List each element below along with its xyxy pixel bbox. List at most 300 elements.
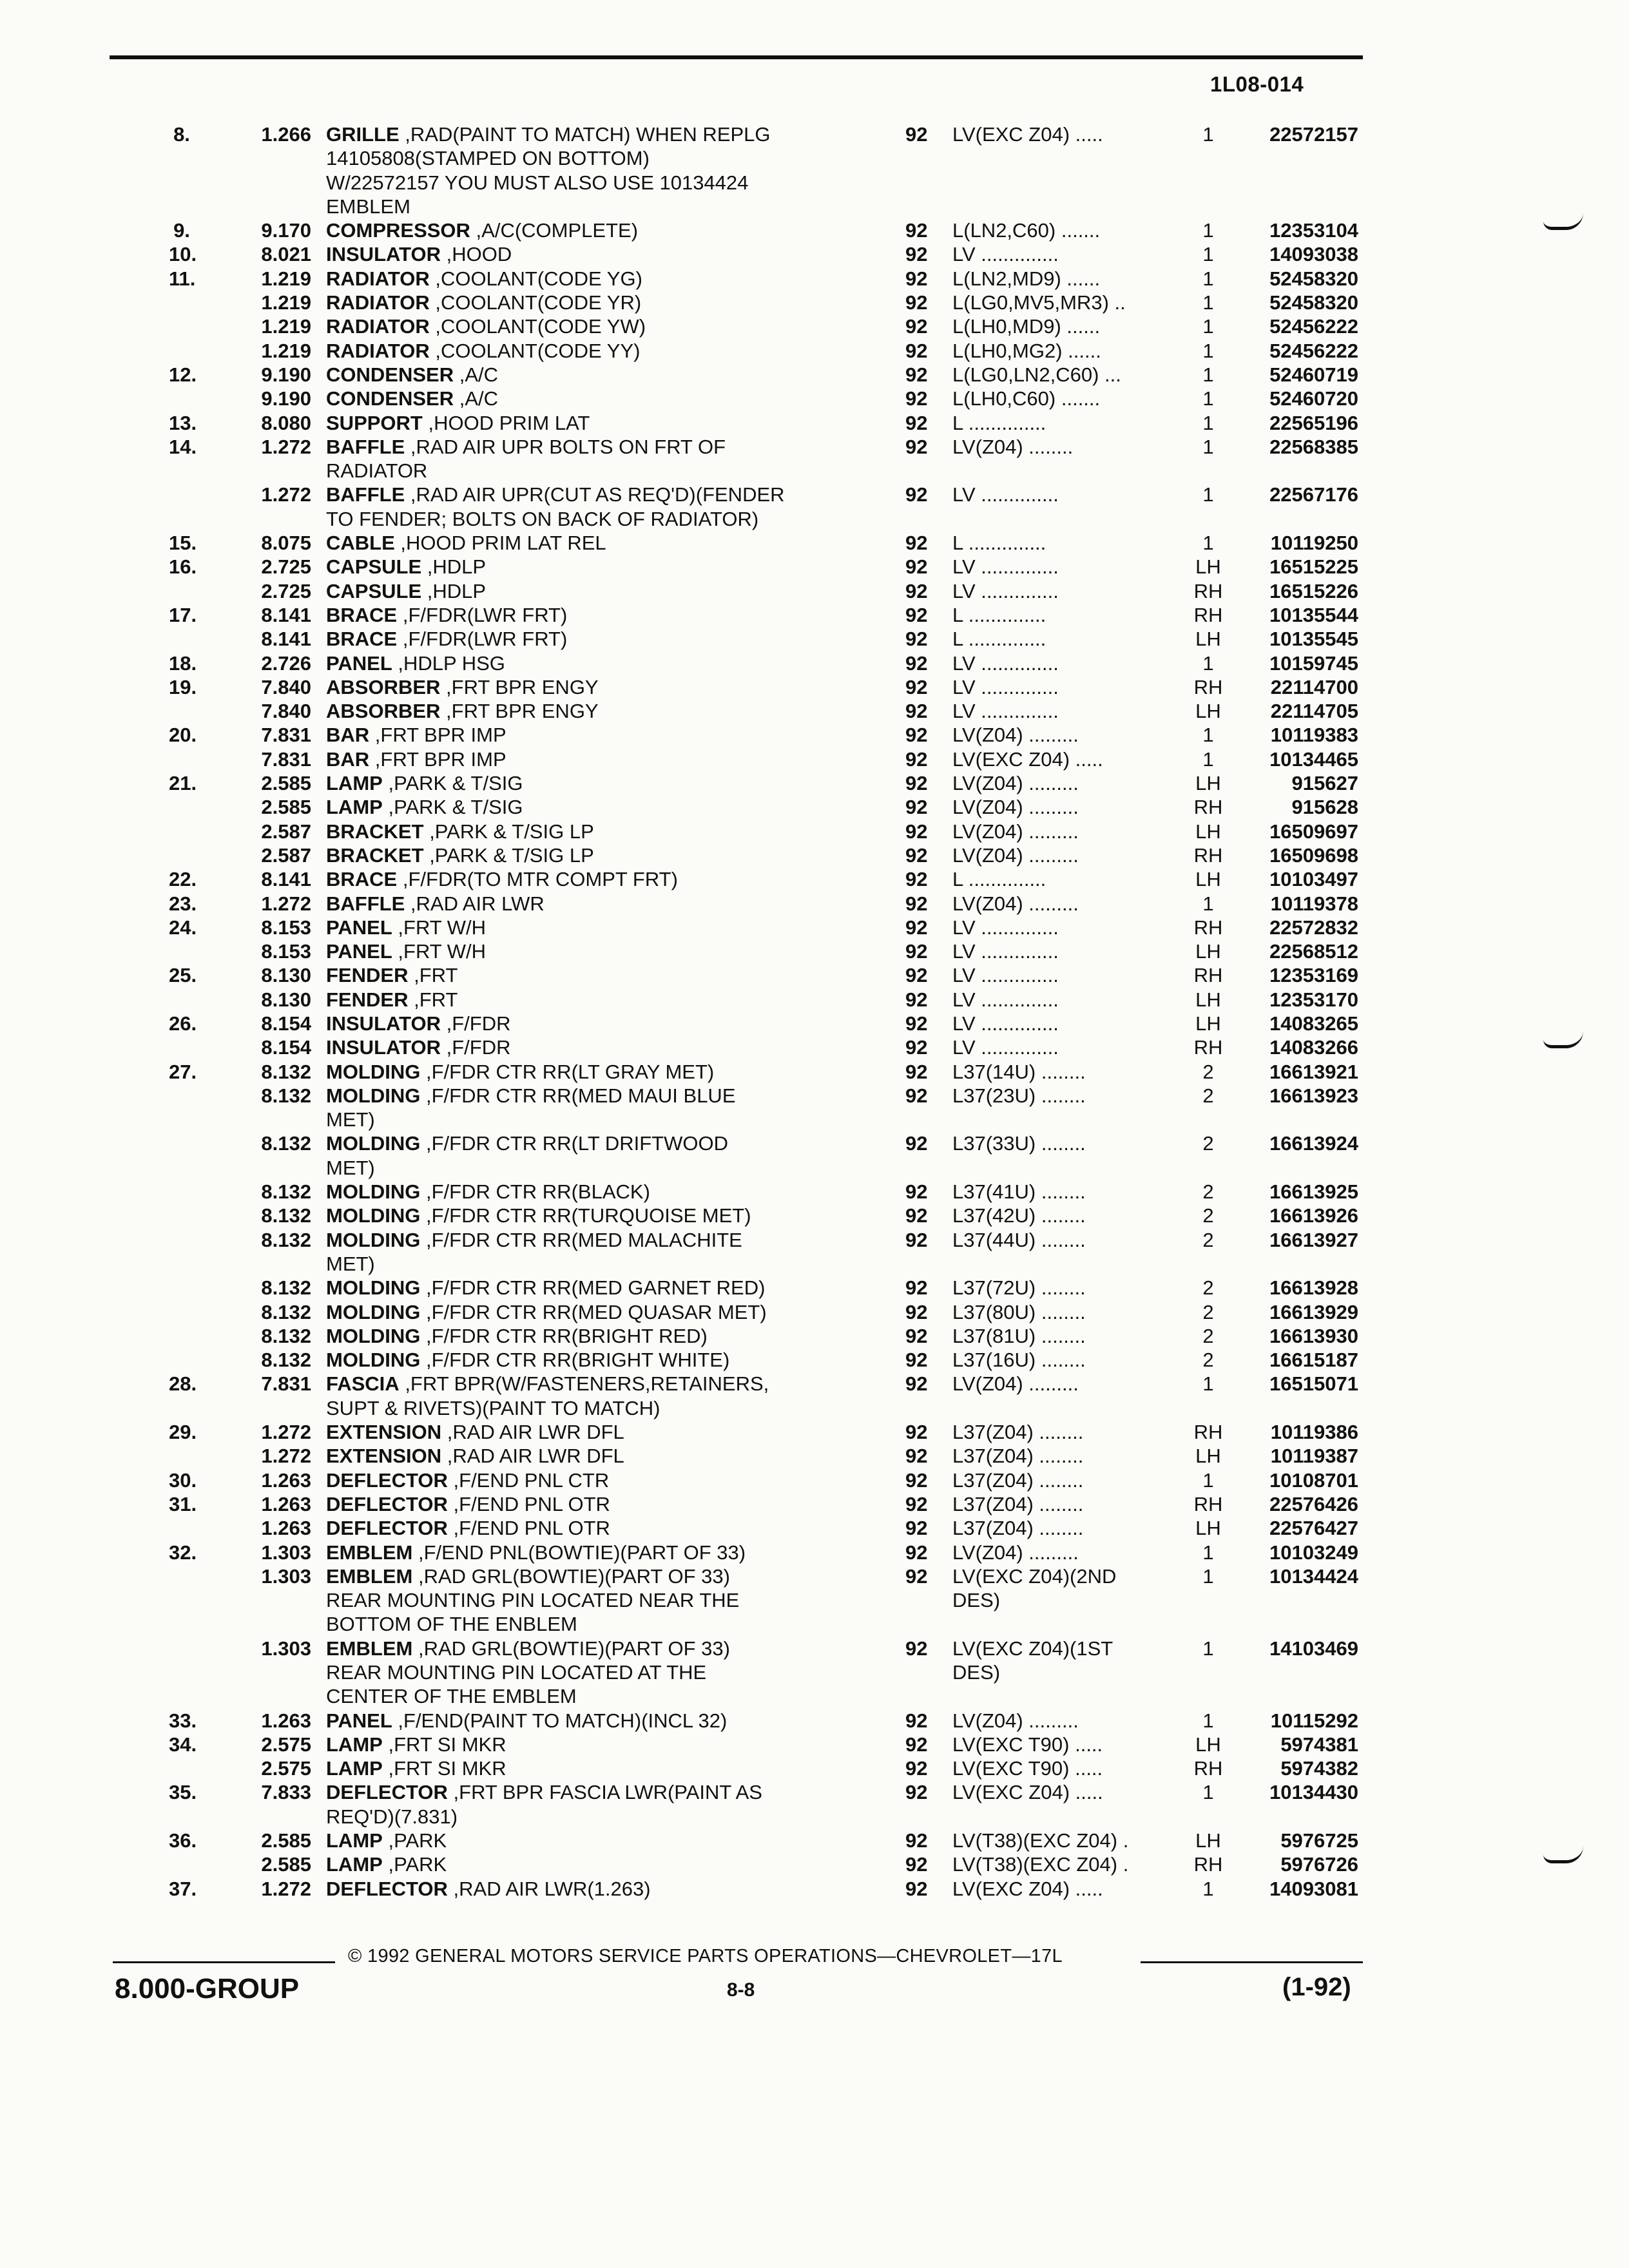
part-name: FASCIA: [326, 1372, 400, 1396]
quantity: 1: [1202, 483, 1214, 506]
description: [326, 1612, 854, 1636]
description: [326, 122, 854, 146]
model-year: 92: [905, 411, 928, 434]
table-row: [0, 1805, 1629, 1829]
group-number: 1.219: [261, 267, 311, 290]
part-detail: ,PARK & T/SIG: [388, 772, 523, 795]
quantity: 1: [1202, 1468, 1214, 1492]
table-row: [0, 1012, 1629, 1035]
group-number: 2.575: [261, 1733, 311, 1756]
ref-number: 31.: [169, 1492, 197, 1515]
part-detail: ,COOLANT(CODE YY): [435, 339, 641, 362]
part-number: 52460720: [1269, 387, 1358, 410]
group-number: 2.726: [261, 651, 311, 675]
quantity: RH: [1193, 916, 1223, 939]
description: [326, 1300, 854, 1324]
group-label: 8.000-GROUP: [115, 1973, 300, 2004]
description: [326, 507, 854, 531]
quantity: LH: [1195, 940, 1221, 963]
part-name: GRILLE: [326, 123, 400, 146]
model-code: L37(16U) ........: [952, 1349, 1086, 1372]
group-number: 2.585: [261, 796, 311, 819]
quantity: RH: [1193, 1757, 1223, 1780]
table-row: [0, 1348, 1629, 1372]
description: [326, 1852, 854, 1876]
model-code: L37(23U) ........: [952, 1084, 1086, 1107]
model-year: 92: [905, 1445, 928, 1468]
description: [326, 843, 854, 867]
model-year: 92: [905, 1564, 928, 1588]
part-number: 10119387: [1270, 1445, 1358, 1468]
group-number: 8.132: [261, 1349, 311, 1372]
part-number: 16613921: [1269, 1060, 1358, 1083]
part-detail: ,F/FDR: [446, 1012, 511, 1035]
description: [326, 1084, 854, 1108]
quantity: RH: [1193, 579, 1223, 602]
description: [326, 1012, 854, 1035]
group-number: 9.170: [261, 219, 311, 242]
part-name: FENDER: [326, 988, 409, 1011]
part-number: 12353104: [1269, 219, 1358, 242]
description: [326, 1156, 854, 1180]
part-name: DEFLECTOR: [326, 1468, 448, 1492]
part-number: 10135544: [1269, 603, 1358, 626]
part-number: 16613924: [1269, 1132, 1358, 1155]
description: [326, 1372, 854, 1396]
group-number: 1.263: [261, 1492, 311, 1515]
group-number: 8.154: [261, 1012, 311, 1035]
ref-number: 15.: [169, 532, 197, 555]
table-row: [0, 507, 1629, 531]
description: [326, 291, 854, 314]
description: [326, 795, 854, 819]
model-year: 92: [905, 243, 928, 266]
group-number: 8.021: [261, 243, 311, 266]
model-code: L37(81U) ........: [952, 1324, 1086, 1347]
table-row: [0, 1204, 1629, 1227]
part-detail: ,F/END PNL(BOWTIE)(PART OF 33): [418, 1541, 746, 1564]
quantity: 1: [1202, 243, 1214, 266]
model-code: L37(33U) ........: [952, 1132, 1086, 1155]
part-detail: TO FENDER; BOLTS ON BACK OF RADIATOR): [326, 507, 759, 530]
table-row: [0, 435, 1629, 459]
part-number: 22114705: [1270, 700, 1358, 723]
part-detail: MET): [326, 1108, 375, 1131]
group-number: 8.080: [261, 411, 311, 434]
part-name: BAFFLE: [326, 483, 405, 506]
quantity: RH: [1193, 603, 1223, 626]
model-year: 92: [905, 1781, 928, 1804]
part-name: MOLDING: [326, 1324, 421, 1347]
model-code: LV ..............: [952, 555, 1059, 579]
description: [326, 1709, 854, 1733]
model-year: 92: [905, 532, 928, 555]
part-number: 10119250: [1270, 532, 1358, 555]
part-number: 16613930: [1269, 1324, 1358, 1347]
table-row: [0, 820, 1629, 843]
part-detail: ,PARK: [388, 1829, 447, 1852]
model-code: L(LH0,MD9) ......: [952, 315, 1101, 338]
description: [326, 242, 854, 266]
part-detail: ,PARK & T/SIG LP: [429, 820, 594, 843]
part-detail: ,COOLANT(CODE YR): [435, 291, 642, 314]
description: [326, 1733, 854, 1756]
model-year: 92: [905, 435, 928, 458]
table-row: [0, 1709, 1629, 1733]
part-detail: ,HOOD PRIM LAT REL: [400, 532, 606, 555]
group-number: 8.132: [261, 1276, 311, 1300]
model-year: 92: [905, 603, 928, 626]
part-detail: ,F/END PNL OTR: [453, 1492, 610, 1515]
description: [326, 1228, 854, 1252]
part-number: 16613928: [1269, 1276, 1358, 1300]
group-number: 8.141: [261, 868, 311, 891]
ref-number: 21.: [169, 772, 197, 795]
part-detail: ,F/END PNL CTR: [453, 1468, 610, 1492]
table-row: [0, 988, 1629, 1012]
model-code: LV(Z04) .........: [952, 724, 1079, 747]
part-detail: 14105808(STAMPED ON BOTTOM): [326, 147, 650, 170]
part-detail: ,F/FDR: [446, 1036, 511, 1059]
model-code: LV ..............: [952, 579, 1059, 602]
part-name: BAFFLE: [326, 892, 405, 915]
table-row: [0, 675, 1629, 699]
model-year: 92: [905, 1012, 928, 1035]
part-detail: ,A/C: [459, 387, 499, 410]
part-number: 5974381: [1280, 1733, 1358, 1756]
quantity: 2: [1202, 1180, 1214, 1204]
model-code: LV(Z04) .........: [952, 892, 1079, 915]
table-row: [0, 795, 1629, 819]
part-detail: SUPT & RIVETS)(PAINT TO MATCH): [326, 1396, 660, 1419]
ref-number: 24.: [169, 916, 197, 939]
part-name: MOLDING: [326, 1349, 421, 1372]
part-name: MOLDING: [326, 1060, 421, 1083]
description: [326, 146, 854, 170]
quantity: RH: [1193, 964, 1223, 987]
table-row: [0, 651, 1629, 675]
table-row: [0, 1396, 1629, 1420]
part-number: 10134424: [1269, 1564, 1358, 1588]
table-row: [0, 1180, 1629, 1204]
group-number: 8.132: [261, 1180, 311, 1204]
model-year: 92: [905, 1541, 928, 1564]
part-detail: ,RAD(PAINT TO MATCH) WHEN REPLG: [405, 123, 771, 146]
part-name: LAMP: [326, 1853, 383, 1876]
model-code: L ..............: [952, 628, 1046, 651]
model-code: LV ..............: [952, 483, 1059, 506]
part-name: BRACKET: [326, 843, 424, 867]
model-year: 92: [905, 940, 928, 963]
table-row: [0, 699, 1629, 723]
table-row: [0, 242, 1629, 266]
model-code: L37(72U) ........: [952, 1276, 1086, 1300]
table-row: [0, 483, 1629, 506]
part-detail: ,F/FDR CTR RR(TURQUOISE MET): [426, 1204, 751, 1227]
part-name: LAMP: [326, 772, 383, 795]
model-code: L ..............: [952, 532, 1046, 555]
ref-number: 8.: [173, 123, 190, 146]
part-name: PANEL: [326, 916, 392, 939]
part-detail: ,F/FDR CTR RR(MED MAUI BLUE: [426, 1084, 736, 1107]
description: [326, 675, 854, 699]
group-number: 2.587: [261, 820, 311, 843]
quantity: RH: [1193, 1421, 1223, 1444]
part-name: CAPSULE: [326, 579, 422, 602]
description: [326, 1684, 854, 1708]
description: [326, 1204, 854, 1227]
group-number: 8.154: [261, 1036, 311, 1059]
table-row: [0, 339, 1629, 363]
description: [326, 916, 854, 939]
quantity: LH: [1195, 988, 1221, 1011]
model-year: 92: [905, 651, 928, 675]
part-detail: ,F/FDR CTR RR(MED MALACHITE: [426, 1228, 742, 1251]
part-detail: ,PARK & T/SIG LP: [429, 843, 594, 867]
description: [326, 939, 854, 963]
table-row: [0, 723, 1629, 747]
part-name: BRACKET: [326, 820, 424, 843]
part-number: 52456222: [1269, 315, 1358, 338]
part-name: MOLDING: [326, 1276, 421, 1300]
model-year: 92: [905, 988, 928, 1011]
quantity: RH: [1193, 796, 1223, 819]
quantity: 1: [1202, 1541, 1214, 1564]
model-code: LV(T38)(EXC Z04) .: [952, 1829, 1129, 1852]
part-name: EMBLEM: [326, 1637, 413, 1660]
description: [326, 820, 854, 843]
part-detail: ,RAD GRL(BOWTIE)(PART OF 33): [418, 1564, 730, 1588]
quantity: 1: [1202, 267, 1214, 290]
table-row: [0, 387, 1629, 410]
table-row: [0, 1444, 1629, 1468]
quantity: LH: [1195, 1733, 1221, 1756]
model-year: 92: [905, 1204, 928, 1227]
table-row: [0, 1372, 1629, 1396]
model-year: 92: [905, 1349, 928, 1372]
table-row: [0, 747, 1629, 771]
part-number: 5976726: [1280, 1853, 1358, 1876]
model-year: 92: [905, 675, 928, 698]
quantity: 1: [1202, 387, 1214, 410]
quantity: 1: [1202, 363, 1214, 386]
table-row: [0, 939, 1629, 963]
description: [326, 1588, 854, 1612]
description: [326, 1252, 854, 1276]
quantity: 1: [1202, 747, 1214, 771]
model-code: LV(Z04) ........: [952, 435, 1074, 458]
model-code: LV ..............: [952, 1012, 1059, 1035]
part-number: 16509697: [1269, 820, 1358, 843]
part-detail: ,FRT W/H: [398, 916, 487, 939]
description: [326, 171, 854, 195]
description: [326, 1396, 854, 1420]
table-row: [0, 1829, 1629, 1852]
model-code: LV(Z04) .........: [952, 1541, 1079, 1564]
ref-number: 36.: [169, 1829, 197, 1852]
part-detail: ,FRT: [414, 988, 458, 1011]
ref-number: 29.: [169, 1421, 197, 1444]
description: [326, 1060, 854, 1084]
group-number: 7.831: [261, 724, 311, 747]
table-row: [0, 1492, 1629, 1516]
part-detail: W/22572157 YOU MUST ALSO USE 10134424: [326, 171, 749, 194]
ref-number: 11.: [169, 267, 196, 290]
ref-number: 32.: [169, 1541, 197, 1564]
part-number: 22567176: [1269, 483, 1358, 506]
part-detail: RADIATOR: [326, 459, 428, 483]
part-detail: ,FRT SI MKR: [388, 1757, 506, 1780]
part-number: 52456222: [1269, 339, 1358, 362]
part-number: 10159745: [1269, 651, 1358, 675]
table-row: [0, 963, 1629, 987]
table-row: [0, 363, 1629, 387]
part-detail: ,HDLP: [427, 555, 487, 579]
table-row: [0, 1877, 1629, 1901]
model-year: 92: [905, 1180, 928, 1204]
model-year: 92: [905, 267, 928, 290]
part-name: EMBLEM: [326, 1564, 413, 1588]
ref-number: 35.: [169, 1781, 197, 1804]
ref-number: 33.: [169, 1709, 197, 1732]
part-name: INSULATOR: [326, 1012, 441, 1035]
table-row: [0, 1852, 1629, 1876]
part-detail: ,F/FDR CTR RR(MED GARNET RED): [426, 1276, 766, 1300]
model-code: L ..............: [952, 411, 1046, 434]
model-code: LV(Z04) .........: [952, 1709, 1079, 1732]
part-number: 16613927: [1269, 1228, 1358, 1251]
quantity: LH: [1195, 555, 1221, 579]
part-number: 10103497: [1269, 868, 1358, 891]
quantity: 2: [1202, 1132, 1214, 1155]
group-number: 8.130: [261, 988, 311, 1011]
table-row: [0, 867, 1629, 891]
part-number: 10115292: [1270, 1709, 1358, 1732]
part-number: 22572832: [1269, 916, 1358, 939]
model-code: LV ..............: [952, 1036, 1059, 1059]
part-detail: ,F/FDR CTR RR(MED QUASAR MET): [426, 1300, 767, 1323]
description: [326, 771, 854, 795]
part-detail: ,PARK & T/SIG: [388, 796, 523, 819]
table-row: [0, 411, 1629, 435]
group-number: 7.833: [261, 1781, 311, 1804]
part-detail: ,F/END(PAINT TO MATCH)(INCL 32): [398, 1709, 728, 1732]
description: [326, 1660, 854, 1684]
model-year: 92: [905, 1468, 928, 1492]
quantity: 1: [1202, 532, 1214, 555]
group-number: 8.132: [261, 1228, 311, 1251]
part-detail: ,FRT W/H: [398, 940, 487, 963]
table-row: [0, 603, 1629, 627]
part-name: MOLDING: [326, 1204, 421, 1227]
model-year: 92: [905, 555, 928, 579]
quantity: 2: [1202, 1276, 1214, 1300]
model-code: LV(Z04) .........: [952, 796, 1079, 819]
quantity: 2: [1202, 1228, 1214, 1251]
part-name: DEFLECTOR: [326, 1492, 448, 1515]
quantity: 1: [1202, 315, 1214, 338]
part-number: 22565196: [1269, 411, 1358, 434]
part-name: DEFLECTOR: [326, 1877, 448, 1900]
model-code: LV(EXC Z04)(2ND: [952, 1564, 1117, 1588]
part-number: 10134465: [1269, 747, 1358, 771]
part-detail: ,RAD AIR UPR(CUT AS REQ'D)(FENDER: [410, 483, 785, 506]
description: [326, 1516, 854, 1540]
footer-rule-left: [113, 1961, 335, 1963]
part-number: 10119378: [1270, 892, 1358, 915]
description: [326, 531, 854, 555]
part-detail: ,F/FDR(TO MTR COMPT FRT): [402, 868, 678, 891]
part-number: 22568512: [1269, 940, 1358, 963]
part-detail: REQ'D)(7.831): [326, 1805, 458, 1828]
model-year: 92: [905, 1036, 928, 1059]
ref-number: 14.: [169, 435, 197, 458]
model-year: 92: [905, 123, 928, 146]
part-name: CABLE: [326, 532, 395, 555]
part-detail: ,F/FDR CTR RR(LT GRAY MET): [426, 1060, 715, 1083]
table-row: [0, 1637, 1629, 1660]
group-number: 7.831: [261, 747, 311, 771]
model-code: LV(Z04) .........: [952, 843, 1079, 867]
part-name: BAFFLE: [326, 435, 405, 458]
part-number: 915628: [1291, 796, 1358, 819]
part-number: 52458320: [1269, 291, 1358, 314]
part-number: 12353169: [1269, 964, 1358, 987]
table-row: [0, 1276, 1629, 1300]
model-year: 92: [905, 1757, 928, 1780]
part-detail: ,FRT SI MKR: [388, 1733, 506, 1756]
part-detail: ,RAD AIR LWR: [410, 892, 545, 915]
part-name: BRACE: [326, 868, 398, 891]
description: [326, 747, 854, 771]
group-number: 1.272: [261, 892, 311, 915]
model-year: 92: [905, 1829, 928, 1852]
part-name: BRACE: [326, 603, 398, 626]
part-number: 915627: [1291, 772, 1358, 795]
model-code: LV(EXC T90) .....: [952, 1757, 1103, 1780]
model-code: LV(EXC Z04) .....: [952, 1877, 1103, 1900]
part-number: 16509698: [1269, 843, 1358, 867]
model-code: LV(EXC Z04) .....: [952, 747, 1103, 771]
revision-date: (1-92): [1282, 1973, 1351, 2001]
part-detail: ,RAD AIR UPR BOLTS ON FRT OF: [410, 435, 726, 458]
ref-number: 17.: [169, 603, 197, 626]
model-code: LV ..............: [952, 675, 1059, 698]
part-number: 22576427: [1269, 1517, 1358, 1540]
part-name: RADIATOR: [326, 267, 430, 290]
part-name: INSULATOR: [326, 1036, 441, 1059]
group-number: 1.272: [261, 1445, 311, 1468]
part-name: INSULATOR: [326, 243, 441, 266]
quantity: 1: [1202, 339, 1214, 362]
model-year: 92: [905, 483, 928, 506]
quantity: 2: [1202, 1300, 1214, 1323]
group-number: 7.840: [261, 675, 311, 698]
part-number: 22576426: [1269, 1492, 1358, 1515]
description: [326, 723, 854, 747]
part-name: CONDENSER: [326, 363, 454, 386]
model-year: 92: [905, 1492, 928, 1515]
part-detail: ,COOLANT(CODE YW): [435, 315, 646, 338]
group-number: 8.132: [261, 1060, 311, 1083]
description: [326, 555, 854, 579]
description: [326, 459, 854, 483]
quantity: LH: [1195, 1012, 1221, 1035]
model-code: L(LN2,C60) .......: [952, 219, 1101, 242]
quantity: 1: [1202, 1781, 1214, 1804]
part-name: MOLDING: [326, 1180, 421, 1204]
description: [326, 627, 854, 651]
